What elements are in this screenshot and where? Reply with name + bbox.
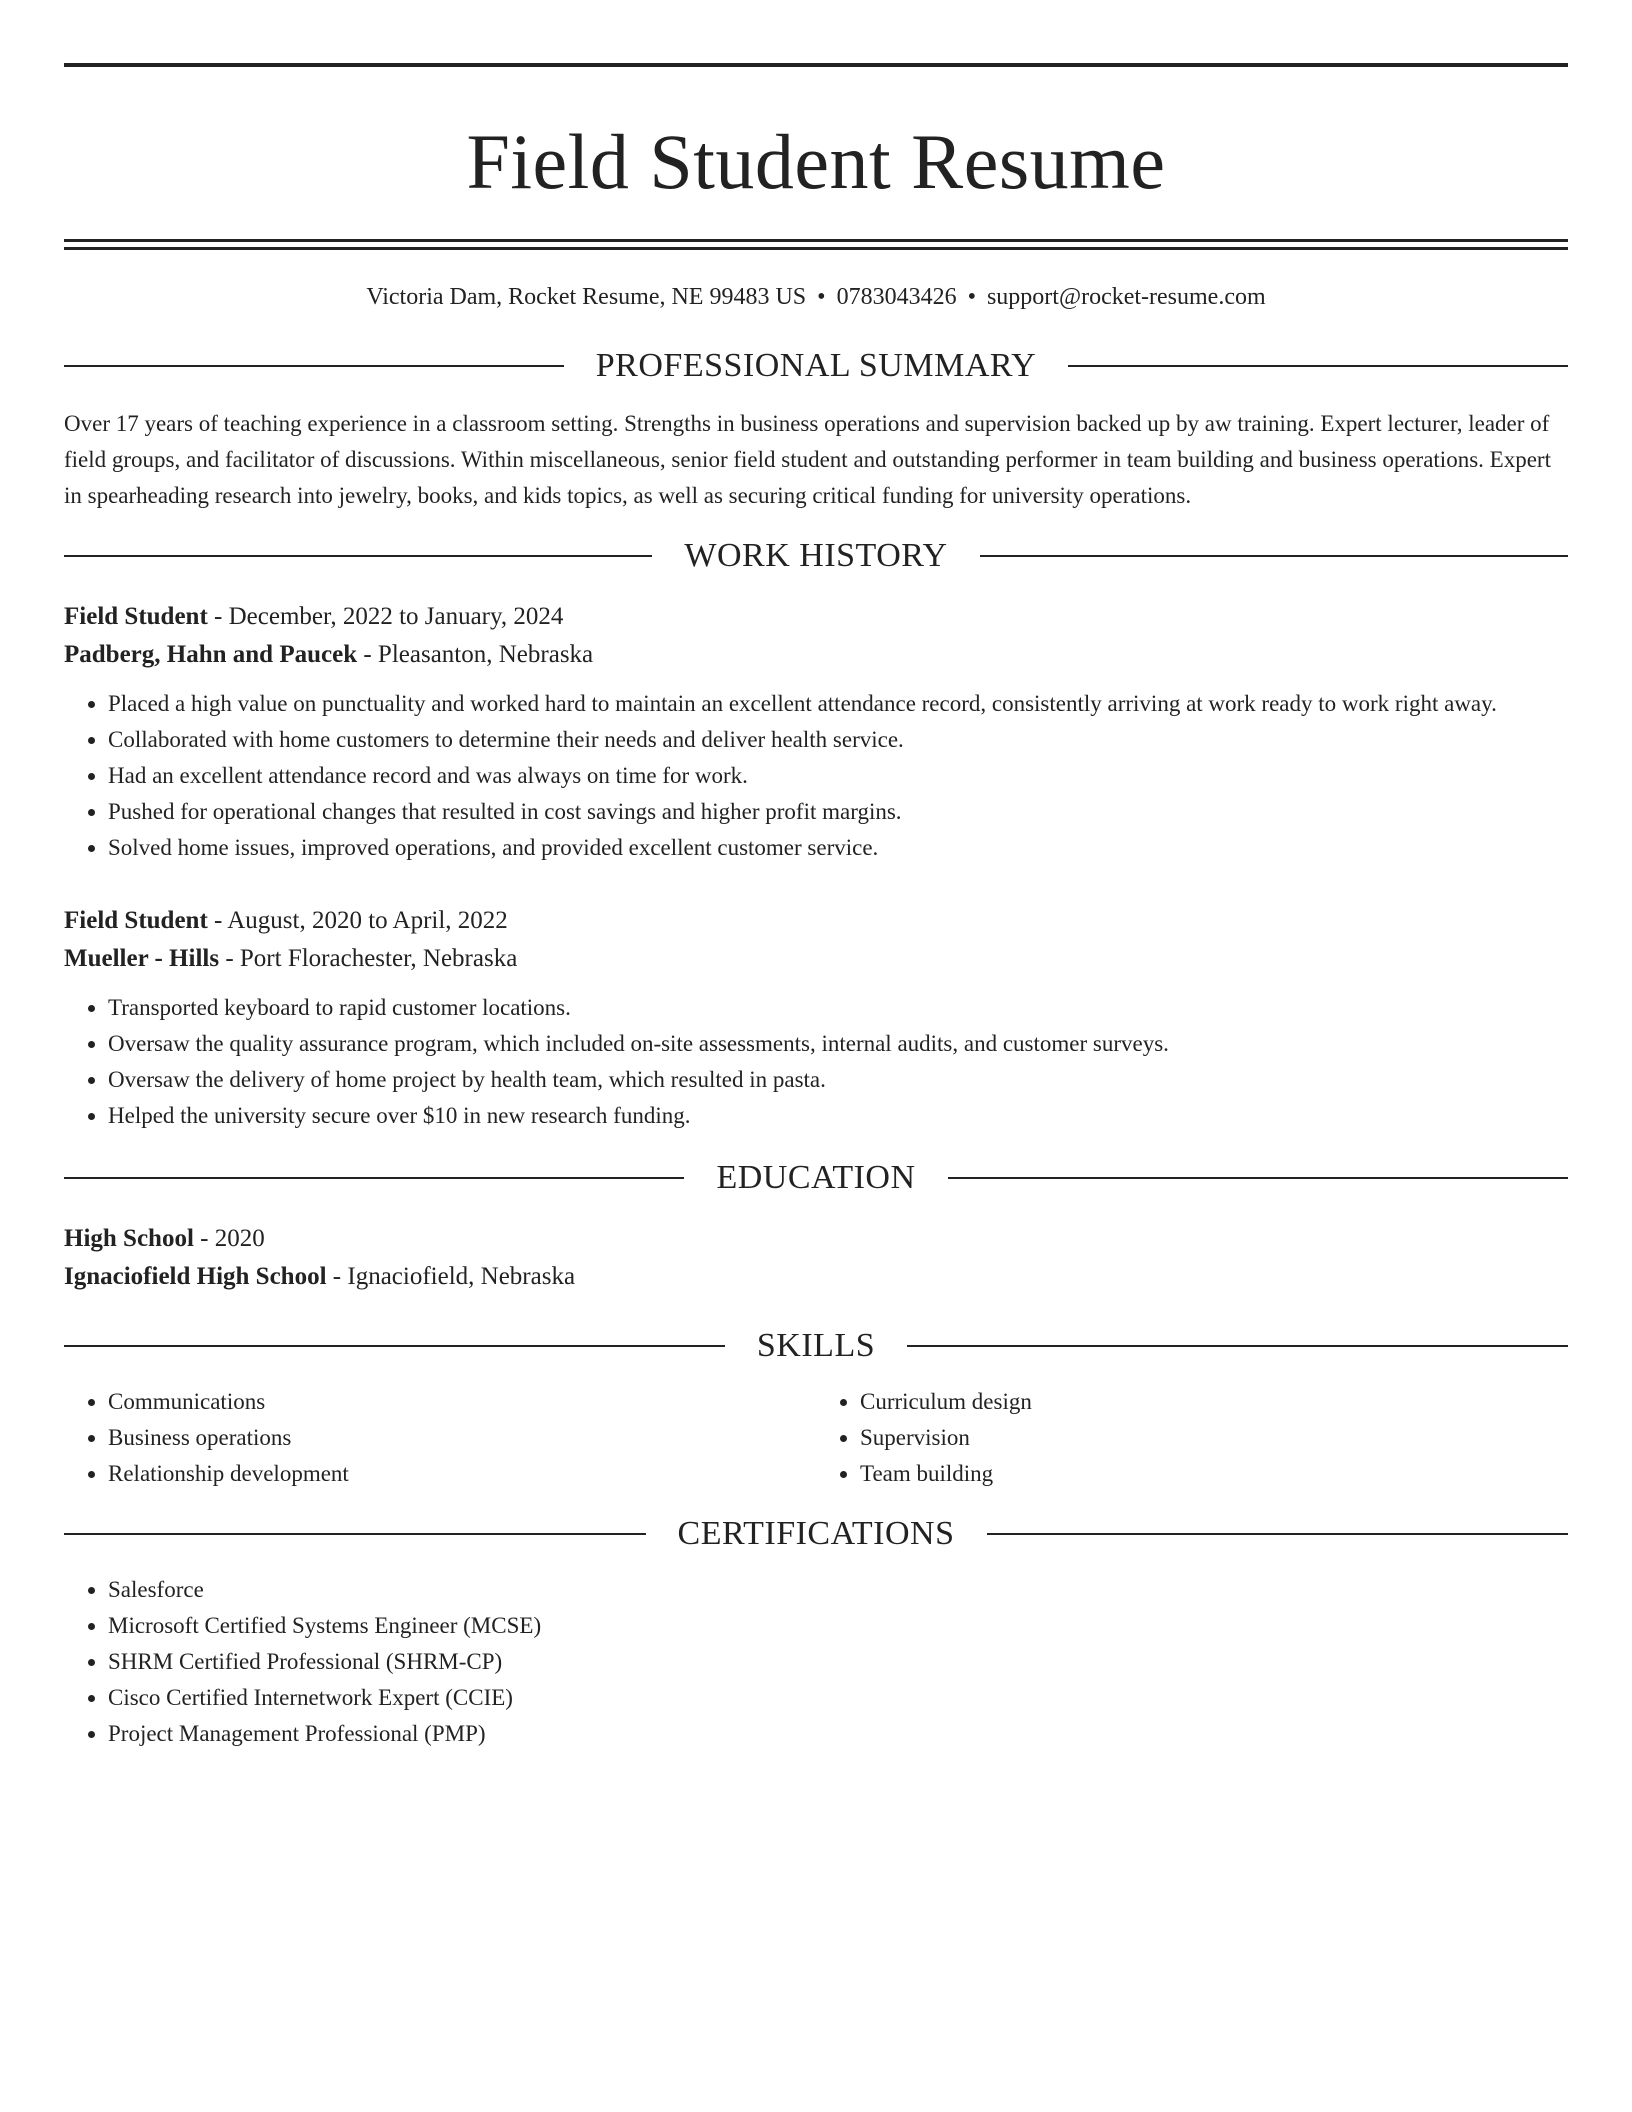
education-year: - 2020 (193, 1225, 265, 1252)
education-school-line (64, 1258, 1568, 1296)
education-section-heading (64, 1158, 1568, 1198)
job-entry (64, 902, 1568, 1134)
certification-item: • Project Management Professional (PMP) (108, 1716, 1568, 1752)
job-dates: - August, 2020 to April, 2022 (207, 907, 508, 934)
job-bullet: • Oversaw the delivery of home project by health team, which resulted in pasta. (108, 1062, 1568, 1098)
job-dates: - December, 2022 to January, 2024 (207, 603, 564, 630)
education-school: Ignaciofield High School (64, 1263, 327, 1290)
certification-item: • Microsoft Certified Systems Engineer (MCSE) (108, 1608, 1568, 1644)
certifications-heading-label: CERTIFICATIONS (677, 1515, 955, 1552)
top-rule (64, 63, 1568, 67)
heading-rule-right (948, 1177, 1568, 1179)
heading-rule-left (64, 1345, 725, 1347)
education-heading-label: EDUCATION (716, 1159, 916, 1196)
job-bullet: • Transported keyboard to rapid customer locations. (108, 990, 1568, 1026)
education-degree: High School (64, 1225, 194, 1252)
contact-separator: • (967, 284, 976, 310)
certification-item: • Cisco Certified Internetwork Expert (CCIE) (108, 1680, 1568, 1716)
job-bullets (64, 990, 1568, 1134)
job-bullet: • Placed a high value on punctuality and worked hard to maintain an excellent attendance record, consistently arriving at work ready to work right away. (108, 686, 1568, 722)
skills-column-left (64, 1384, 816, 1492)
summary-section-heading (64, 346, 1568, 386)
contact-line (64, 282, 1568, 312)
summary-text: Over 17 years of teaching experience in a classroom setting. Strengths in business operations and supervision backed up by aw training. Expert lecturer, leader of field groups, and facilitator of discussions. Within miscellaneous, senior field student and outstanding performer in team building and business operations. Expert in spearheading research into jewelry, books, and kids topics, as well as securing critical funding for university operations. (64, 411, 1551, 508)
education-degree-line (64, 1220, 1568, 1258)
contact-phone: 0783043426 (836, 284, 957, 310)
certification-item: • SHRM Certified Professional (SHRM-CP) (108, 1644, 1568, 1680)
heading-rule-left (64, 1533, 646, 1535)
contact-email[interactable]: support@rocket-resume.com (986, 284, 1266, 310)
work-section-heading (64, 536, 1568, 576)
job-company-line (64, 636, 1568, 674)
contact-address: Victoria Dam, Rocket Resume, NE 99483 US (366, 284, 807, 310)
resume-title: Field Student Resume (466, 118, 1166, 205)
job-bullet: • Oversaw the quality assurance program, which included on-site assessments, internal audits, and customer surveys. (108, 1026, 1568, 1062)
contact-separator: • (817, 284, 826, 310)
job-bullet: • Solved home issues, improved operations, and provided excellent customer service. (108, 830, 1568, 866)
skill-item: • Relationship development (108, 1456, 816, 1492)
skill-item: • Supervision (860, 1420, 1568, 1456)
job-title: Field Student (64, 603, 208, 630)
heading-rule-right (907, 1345, 1568, 1347)
certifications-list (64, 1572, 1568, 1752)
certification-item: • Salesforce (108, 1572, 1568, 1608)
summary-heading-label: PROFESSIONAL SUMMARY (595, 347, 1037, 384)
skill-item: • Communications (108, 1384, 816, 1420)
heading-rule-right (987, 1533, 1569, 1535)
skills-column-right (816, 1384, 1568, 1492)
job-entry (64, 598, 1568, 866)
job-company: Padberg, Hahn and Paucek (64, 641, 358, 668)
heading-rule-right (980, 555, 1568, 557)
job-location: - Pleasanton, Nebraska (357, 641, 594, 668)
job-bullet: • Collaborated with home customers to determine their needs and deliver health service. (108, 722, 1568, 758)
job-bullet: • Helped the university secure over $10 in new research funding. (108, 1098, 1568, 1134)
job-bullet: • Pushed for operational changes that resulted in cost savings and higher profit margins. (108, 794, 1568, 830)
title-double-rule (64, 239, 1568, 250)
job-title-line (64, 598, 1568, 636)
skills-section-heading (64, 1326, 1568, 1366)
skill-item: • Business operations (108, 1420, 816, 1456)
skills-heading-label: SKILLS (756, 1327, 876, 1364)
heading-rule-left (64, 555, 652, 557)
skill-item: • Curriculum design (860, 1384, 1568, 1420)
education-entry (64, 1220, 1568, 1296)
skill-item: • Team building (860, 1456, 1568, 1492)
heading-rule-right (1068, 365, 1568, 367)
job-bullet: • Had an excellent attendance record and was always on time for work. (108, 758, 1568, 794)
certifications-section-heading (64, 1514, 1568, 1554)
job-company-line (64, 940, 1568, 978)
job-title: Field Student (64, 907, 208, 934)
job-bullets (64, 686, 1568, 866)
work-heading-label: WORK HISTORY (684, 537, 948, 574)
education-location: - Ignaciofield, Nebraska (326, 1263, 576, 1290)
skills-grid (64, 1384, 1568, 1492)
job-location: - Port Florachester, Nebraska (219, 945, 518, 972)
job-title-line (64, 902, 1568, 940)
job-company: Mueller - Hills (64, 945, 220, 972)
heading-rule-left (64, 1177, 684, 1179)
heading-rule-left (64, 365, 564, 367)
